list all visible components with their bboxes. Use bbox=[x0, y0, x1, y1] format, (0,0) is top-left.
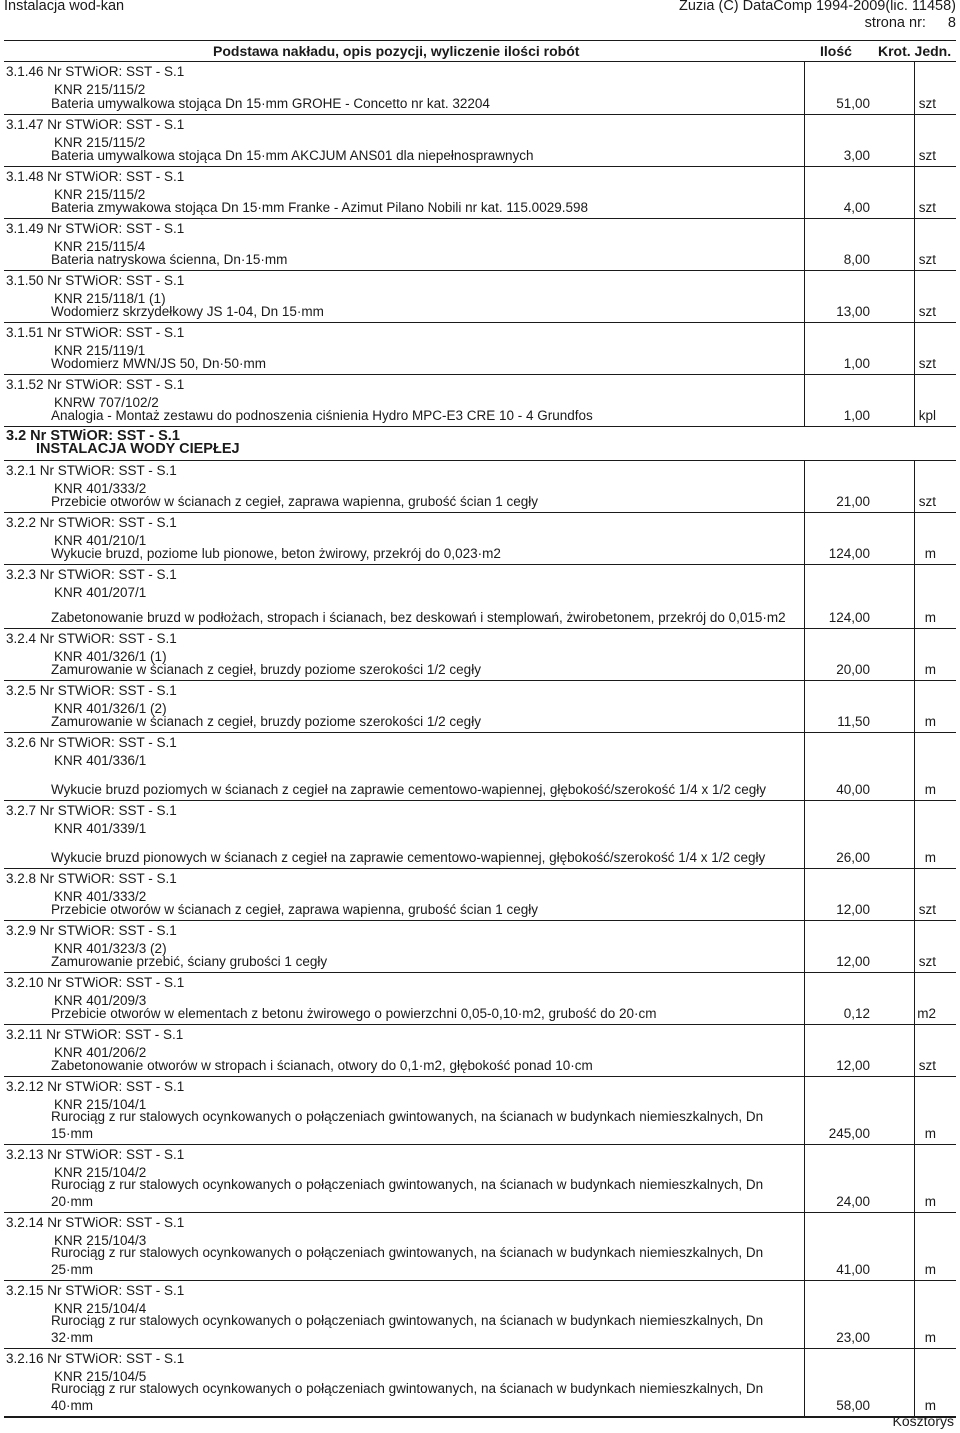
item-description: Wodomierz MWN/JS 50, Dn·50·mm bbox=[51, 356, 267, 371]
item-position: 3.2.7 Nr STWiOR: SST - S.1 bbox=[6, 803, 177, 818]
column-divider bbox=[804, 733, 805, 800]
item-unit: m bbox=[924, 1398, 936, 1413]
column-divider bbox=[914, 115, 915, 166]
table-row bbox=[4, 115, 956, 167]
item-unit: kpl bbox=[918, 408, 936, 423]
item-norm-code: KNR 401/210/1 bbox=[54, 533, 147, 548]
column-divider bbox=[914, 973, 915, 1024]
column-divider bbox=[914, 167, 915, 218]
column-divider bbox=[914, 1145, 915, 1212]
footer-brand: Kosztorys bbox=[892, 1413, 954, 1429]
column-divider bbox=[804, 167, 805, 218]
column-divider bbox=[804, 271, 805, 322]
column-divider bbox=[804, 1213, 805, 1280]
item-position: 3.2.6 Nr STWiOR: SST - S.1 bbox=[6, 735, 177, 750]
item-norm-code: KNR 401/207/1 bbox=[54, 585, 147, 600]
table-row bbox=[4, 167, 956, 219]
item-position: 3.2.8 Nr STWiOR: SST - S.1 bbox=[6, 871, 177, 886]
item-quantity: 4,00 bbox=[843, 200, 870, 215]
item-unit: m bbox=[924, 546, 936, 561]
item-description: Bateria umywalkowa stojąca Dn 15·mm GROHE - Concetto nr kat. 32204 bbox=[51, 96, 490, 111]
item-unit: szt bbox=[918, 304, 936, 319]
table-row bbox=[4, 681, 956, 733]
table-row bbox=[4, 323, 956, 375]
item-position: 3.1.48 Nr STWiOR: SST - S.1 bbox=[6, 169, 185, 184]
item-quantity: 12,00 bbox=[836, 954, 870, 969]
column-divider bbox=[914, 629, 915, 680]
table-row bbox=[4, 1213, 956, 1281]
item-quantity: 1,00 bbox=[843, 408, 870, 423]
header-right bbox=[679, 0, 956, 32]
column-divider bbox=[804, 115, 805, 166]
column-divider bbox=[804, 219, 805, 270]
item-quantity: 20,00 bbox=[836, 662, 870, 677]
copyright-line: Zuzia (C) DataComp 1994-2009(lic. 11458) bbox=[679, 0, 956, 14]
item-norm-code: KNR 401/333/2 bbox=[54, 481, 147, 496]
item-description: Bateria zmywakowa stojąca Dn 15·mm Franke - Azimut Pilano Nobili nr kat. 115.0029.598 bbox=[51, 200, 588, 215]
item-unit: m bbox=[924, 662, 936, 677]
item-position: 3.2.9 Nr STWiOR: SST - S.1 bbox=[6, 923, 177, 938]
column-divider bbox=[914, 565, 915, 628]
column-divider bbox=[804, 1349, 805, 1416]
column-divider bbox=[914, 869, 915, 920]
column-divider bbox=[804, 1281, 805, 1348]
item-quantity: 124,00 bbox=[828, 546, 870, 561]
table-row bbox=[4, 565, 956, 629]
table-row bbox=[4, 1025, 956, 1077]
item-unit: szt bbox=[918, 96, 936, 111]
item-position: 3.2.3 Nr STWiOR: SST - S.1 bbox=[6, 567, 177, 582]
column-divider bbox=[804, 323, 805, 374]
table-row bbox=[4, 271, 956, 323]
table-header bbox=[4, 41, 956, 62]
item-unit: m bbox=[924, 610, 936, 625]
item-position: 3.1.50 Nr STWiOR: SST - S.1 bbox=[6, 273, 185, 288]
item-description: Wodomierz skrzydełkowy JS 1-04, Dn 15·mm bbox=[51, 304, 324, 319]
item-description: Wykucie bruzd poziomych w ścianach z cegieł na zaprawie cementowo-wapiennej, głębokość/szerokość 1/4 x 1/2 cegły bbox=[51, 782, 766, 797]
column-header-unit: Krot. Jedn. bbox=[878, 43, 952, 59]
item-quantity: 12,00 bbox=[836, 902, 870, 917]
column-divider bbox=[914, 1349, 915, 1416]
table-row bbox=[4, 513, 956, 565]
item-position: 3.2 Nr STWiOR: SST - S.1 bbox=[6, 428, 180, 444]
item-unit: m bbox=[924, 1126, 936, 1141]
column-divider bbox=[914, 513, 915, 564]
item-quantity: 12,00 bbox=[836, 1058, 870, 1073]
column-divider bbox=[914, 681, 915, 732]
item-position: 3.1.49 Nr STWiOR: SST - S.1 bbox=[6, 221, 185, 236]
item-description: INSTALACJA WODY CIEPŁEJ bbox=[36, 441, 240, 457]
item-quantity: 1,00 bbox=[843, 356, 870, 371]
item-position: 3.1.51 Nr STWiOR: SST - S.1 bbox=[6, 325, 185, 340]
item-norm-code: KNR 215/104/2 bbox=[54, 1165, 147, 1180]
item-description: Analogia - Montaż zestawu do podnoszenia ciśnienia Hydro MPC-E3 CRE 10 - 4 Grundfos bbox=[51, 408, 593, 423]
item-quantity: 24,00 bbox=[836, 1194, 870, 1209]
page-indicator bbox=[679, 15, 956, 32]
item-position: 3.2.12 Nr STWiOR: SST - S.1 bbox=[6, 1079, 185, 1094]
item-position: 3.2.11 Nr STWiOR: SST - S.1 bbox=[6, 1027, 184, 1042]
item-norm-code: KNRW 707/102/2 bbox=[54, 395, 159, 410]
item-unit: m2 bbox=[917, 1006, 936, 1021]
page-number: 8 bbox=[947, 15, 956, 31]
item-norm-code: KNR 215/104/5 bbox=[54, 1369, 147, 1384]
item-description: Rurociąg z rur stalowych ocynkowanych o połączeniach gwintowanych, na ścianach w budynkach niemieszkalnych, Dn 25·mm bbox=[51, 1245, 764, 1277]
column-divider bbox=[804, 973, 805, 1024]
item-norm-code: KNR 215/115/4 bbox=[54, 239, 146, 254]
item-unit: szt bbox=[918, 252, 936, 267]
item-unit: m bbox=[924, 850, 936, 865]
column-divider bbox=[804, 921, 805, 972]
column-divider bbox=[914, 375, 915, 426]
column-divider bbox=[914, 62, 915, 114]
column-divider bbox=[804, 1145, 805, 1212]
item-quantity: 23,00 bbox=[836, 1330, 870, 1345]
item-description: Przebicie otworów w elementach z betonu żwirowego o powierzchni 0,05-0,10·m2, grubość do 20·cm bbox=[51, 1006, 657, 1021]
app-name: Instalacja wod-kan bbox=[4, 0, 125, 14]
column-divider bbox=[804, 1077, 805, 1144]
item-norm-code: KNR 215/104/3 bbox=[54, 1233, 147, 1248]
table-row bbox=[4, 973, 956, 1025]
item-norm-code: KNR 215/115/2 bbox=[54, 82, 146, 97]
item-quantity: 8,00 bbox=[843, 252, 870, 267]
item-position: 3.1.52 Nr STWiOR: SST - S.1 bbox=[6, 377, 185, 392]
item-unit: m bbox=[924, 1194, 936, 1209]
table-body bbox=[4, 62, 956, 1417]
item-position: 3.2.14 Nr STWiOR: SST - S.1 bbox=[6, 1215, 185, 1230]
item-position: 3.1.47 Nr STWiOR: SST - S.1 bbox=[6, 117, 185, 132]
item-description: Zamurowanie w ścianach z cegieł, bruzdy poziome szerokości 1/2 cegły bbox=[51, 714, 481, 729]
item-unit: szt bbox=[918, 200, 936, 215]
column-divider bbox=[804, 565, 805, 628]
column-divider bbox=[914, 271, 915, 322]
item-description: Rurociąg z rur stalowych ocynkowanych o połączeniach gwintowanych, na ścianach w budynkach niemieszkalnych, Dn 32·mm bbox=[51, 1313, 764, 1345]
item-position: 3.2.4 Nr STWiOR: SST - S.1 bbox=[6, 631, 177, 646]
table-row bbox=[4, 375, 956, 427]
item-unit: szt bbox=[918, 902, 936, 917]
item-unit: m bbox=[924, 714, 936, 729]
item-norm-code: KNR 401/333/2 bbox=[54, 889, 147, 904]
item-quantity: 124,00 bbox=[828, 610, 870, 625]
item-quantity: 13,00 bbox=[836, 304, 870, 319]
column-header-description: Podstawa nakładu, opis pozycji, wyliczenie ilości robót bbox=[213, 43, 580, 59]
table-row bbox=[4, 1349, 956, 1417]
item-quantity: 26,00 bbox=[836, 850, 870, 865]
item-description: Rurociąg z rur stalowych ocynkowanych o połączeniach gwintowanych, na ścianach w budynkach niemieszkalnych, Dn 20·mm bbox=[51, 1177, 764, 1209]
column-divider bbox=[804, 869, 805, 920]
item-unit: m bbox=[924, 1330, 936, 1345]
item-norm-code: KNR 401/339/1 bbox=[54, 821, 147, 836]
item-norm-code: KNR 401/209/3 bbox=[54, 993, 147, 1008]
column-divider bbox=[914, 219, 915, 270]
table-row bbox=[4, 1281, 956, 1349]
item-norm-code: KNR 401/206/2 bbox=[54, 1045, 147, 1060]
item-quantity: 21,00 bbox=[836, 494, 870, 509]
item-unit: szt bbox=[918, 954, 936, 969]
table-row bbox=[4, 1145, 956, 1213]
column-divider bbox=[914, 461, 915, 512]
item-position: 3.2.16 Nr STWiOR: SST - S.1 bbox=[6, 1351, 185, 1366]
column-divider bbox=[914, 1025, 915, 1076]
item-norm-code: KNR 215/115/2 bbox=[54, 187, 146, 202]
column-divider bbox=[804, 375, 805, 426]
section-row bbox=[4, 427, 956, 461]
item-position: 3.2.10 Nr STWiOR: SST - S.1 bbox=[6, 975, 185, 990]
page-label: strona nr: bbox=[864, 15, 926, 31]
item-norm-code: KNR 401/323/3 (2) bbox=[54, 941, 167, 956]
item-unit: szt bbox=[918, 356, 936, 371]
table-row bbox=[4, 869, 956, 921]
column-divider bbox=[914, 801, 915, 868]
item-unit: szt bbox=[918, 1058, 936, 1073]
item-position: 3.2.5 Nr STWiOR: SST - S.1 bbox=[6, 683, 177, 698]
item-norm-code: KNR 401/326/1 (1) bbox=[54, 649, 167, 664]
item-unit: szt bbox=[918, 148, 936, 163]
table-row bbox=[4, 733, 956, 801]
item-norm-code: KNR 215/104/4 bbox=[54, 1301, 147, 1316]
item-description: Zamurowanie w ścianach z cegieł, bruzdy poziome szerokości 1/2 cegły bbox=[51, 662, 481, 677]
column-divider bbox=[914, 733, 915, 800]
item-description: Zabetonowanie bruzd w podłożach, stropach i ścianach, bez deskowań i stemplowań, żwirobetonem, przekrój do 0,015·m2 bbox=[51, 610, 786, 625]
column-header-quantity: Ilość bbox=[820, 43, 852, 59]
column-divider bbox=[804, 629, 805, 680]
item-position: 3.2.15 Nr STWiOR: SST - S.1 bbox=[6, 1283, 185, 1298]
item-description: Przebicie otworów w ścianach z cegieł, zaprawa wapienna, grubość ścian 1 cegły bbox=[51, 902, 538, 917]
item-quantity: 58,00 bbox=[836, 1398, 870, 1413]
item-description: Wykucie bruzd, poziome lub pionowe, beton żwirowy, przekrój do 0,023·m2 bbox=[51, 546, 501, 561]
item-quantity: 11,50 bbox=[837, 714, 870, 729]
item-unit: m bbox=[924, 782, 936, 797]
item-unit: szt bbox=[918, 494, 936, 509]
item-description: Zabetonowanie otworów w stropach i ścianach, otwory do 0,1·m2, głębokość ponad 10·cm bbox=[51, 1058, 593, 1073]
item-quantity: 51,00 bbox=[836, 96, 870, 111]
item-norm-code: KNR 401/326/1 (2) bbox=[54, 701, 167, 716]
table-row bbox=[4, 921, 956, 973]
item-description: Rurociąg z rur stalowych ocynkowanych o połączeniach gwintowanych, na ścianach w budynkach niemieszkalnych, Dn 40·mm bbox=[51, 1381, 764, 1413]
item-quantity: 40,00 bbox=[836, 782, 870, 797]
item-unit: m bbox=[924, 1262, 936, 1277]
table-row bbox=[4, 1077, 956, 1145]
item-norm-code: KNR 401/336/1 bbox=[54, 753, 147, 768]
item-description: Zamurowanie przebić, ściany grubości 1 cegły bbox=[51, 954, 328, 969]
column-divider bbox=[914, 323, 915, 374]
column-divider bbox=[914, 921, 915, 972]
column-divider bbox=[914, 1281, 915, 1348]
item-position: 3.1.46 Nr STWiOR: SST - S.1 bbox=[6, 64, 185, 79]
item-position: 3.2.13 Nr STWiOR: SST - S.1 bbox=[6, 1147, 185, 1162]
item-quantity: 245,00 bbox=[828, 1126, 870, 1141]
item-quantity: 0,12 bbox=[843, 1006, 870, 1021]
table-row bbox=[4, 629, 956, 681]
cost-table bbox=[4, 40, 956, 1418]
item-norm-code: KNR 215/104/1 bbox=[54, 1097, 147, 1112]
item-description: Wykucie bruzd pionowych w ścianach z cegieł na zaprawie cementowo-wapiennej, głębokość/szerokość 1/4 x 1/2 cegły bbox=[51, 850, 766, 865]
item-position: 3.2.1 Nr STWiOR: SST - S.1 bbox=[6, 463, 177, 478]
table-row bbox=[4, 219, 956, 271]
table-row bbox=[4, 62, 956, 115]
column-divider bbox=[804, 513, 805, 564]
table-row bbox=[4, 801, 956, 869]
column-divider bbox=[914, 1213, 915, 1280]
item-description: Przebicie otworów w ścianach z cegieł, zaprawa wapienna, grubość ścian 1 cegły bbox=[51, 494, 538, 509]
item-description: Rurociąg z rur stalowych ocynkowanych o połączeniach gwintowanych, na ścianach w budynkach niemieszkalnych, Dn 15·mm bbox=[51, 1109, 764, 1141]
column-divider bbox=[804, 461, 805, 512]
item-quantity: 3,00 bbox=[843, 148, 870, 163]
item-quantity: 41,00 bbox=[836, 1262, 870, 1277]
column-divider bbox=[804, 801, 805, 868]
column-divider bbox=[804, 681, 805, 732]
item-norm-code: KNR 215/115/2 bbox=[54, 135, 146, 150]
column-divider bbox=[804, 1025, 805, 1076]
column-divider bbox=[804, 62, 805, 114]
item-norm-code: KNR 215/118/1 (1) bbox=[54, 291, 166, 306]
item-norm-code: KNR 215/119/1 bbox=[54, 343, 146, 358]
table-row bbox=[4, 461, 956, 513]
item-position: 3.2.2 Nr STWiOR: SST - S.1 bbox=[6, 515, 177, 530]
item-description: Bateria natryskowa ścienna, Dn·15·mm bbox=[51, 252, 288, 267]
column-divider bbox=[914, 1077, 915, 1144]
item-description: Bateria umywalkowa stojąca Dn 15·mm AKCJUM ANS01 dla niepełnosprawnych bbox=[51, 148, 534, 163]
